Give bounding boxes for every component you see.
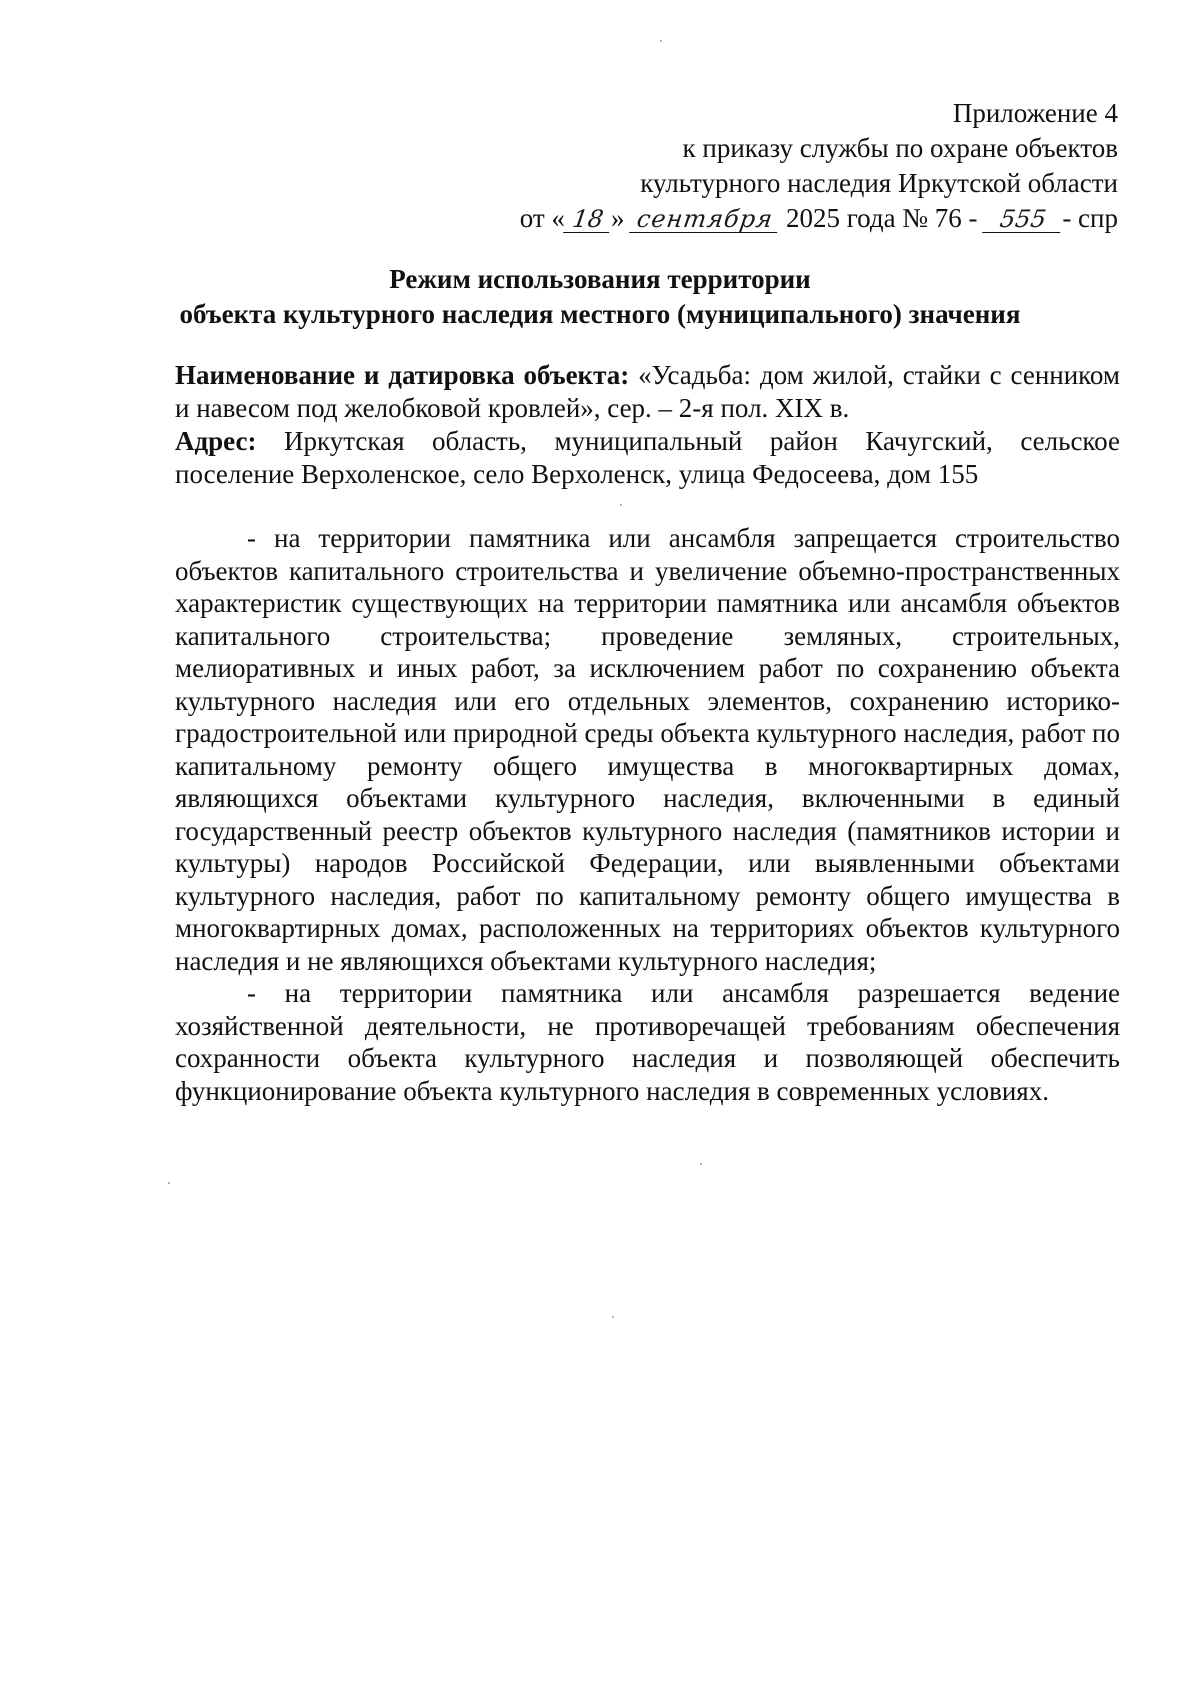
object-name-label: Наименование и датировка объекта: <box>175 360 630 390</box>
date-mid: » <box>610 203 632 233</box>
scan-speck <box>612 1316 614 1318</box>
scan-speck <box>620 504 622 506</box>
scan-speck <box>660 40 662 42</box>
object-address-value: Иркутская область, муниципальный район Качугский, сельское поселение Верхоленское, село Верхоленск, улица Федосеева, дом 155 <box>175 426 1120 489</box>
object-address <box>175 425 1120 491</box>
appendix-order-line: к приказу службы по охране объектов <box>682 133 1118 163</box>
appendix-authority-line: культурного наследия Иркутской области <box>640 168 1118 198</box>
object-address-label: Адрес: <box>175 426 257 456</box>
date-prefix: от « <box>519 203 565 233</box>
appendix-date-line <box>418 201 1118 236</box>
order-suffix: - спр <box>1062 203 1118 233</box>
regime-text <box>175 522 1120 1107</box>
object-details <box>175 359 1120 491</box>
scan-speck <box>700 1163 702 1165</box>
object-name-value: «Усадьба: дом жилой, стайки с сенником и навесом под желобковой кровлей», сер. – 2-я пол. XIX в. <box>175 360 1120 423</box>
prohibition-paragraph: - на территории памятника или ансамбля запрещается строительство объектов капитального строительства и увеличение объемно-пространственных характеристик существующих на территории памятника или ансамбля объектов капитального строительства; проведение земляных, строительных, мелиоративных и иных работ, за исключением работ по сохранению объекта культурного наследия или его отдельных элементов, сохранению историко-градостроительной или природной среды объекта культурного наследия, работ по капитальному ремонту общего имущества в многоквартирных домах, являющихся объектами культурного наследия, включенными в единый государственный реестр объектов культурного наследия (памятников истории и культуры) народов Российской Федерации, или выявленными объектами культурного наследия, работ по капитальному ремонту общего имущества в многоквартирных домах, расположенных на территориях объектов культурного наследия и не являющихся объектами культурного наследия; <box>175 523 1120 976</box>
handwritten-month: сентября <box>629 206 781 233</box>
date-suffix: 2025 года № 76 - <box>779 203 985 233</box>
object-name <box>175 359 1120 425</box>
appendix-number: Приложение 4 <box>952 98 1118 128</box>
handwritten-day: 18 <box>563 206 613 233</box>
title-line-1: Режим использования территории <box>389 264 811 294</box>
handwritten-order-number: 555 <box>982 206 1064 233</box>
appendix-header <box>418 96 1118 236</box>
title-line-2: объекта культурного наследия местного (муниципального) значения <box>179 299 1021 329</box>
scan-speck <box>168 1182 170 1184</box>
permission-paragraph: - на территории памятника или ансамбля разрешается ведение хозяйственной деятельности, не противоречащей требованиям обеспечения сохранности объекта культурного наследия и позволяющей обеспечить функционирование объекта культурного наследия в современных условиях. <box>175 978 1120 1106</box>
document-title <box>100 262 1100 332</box>
